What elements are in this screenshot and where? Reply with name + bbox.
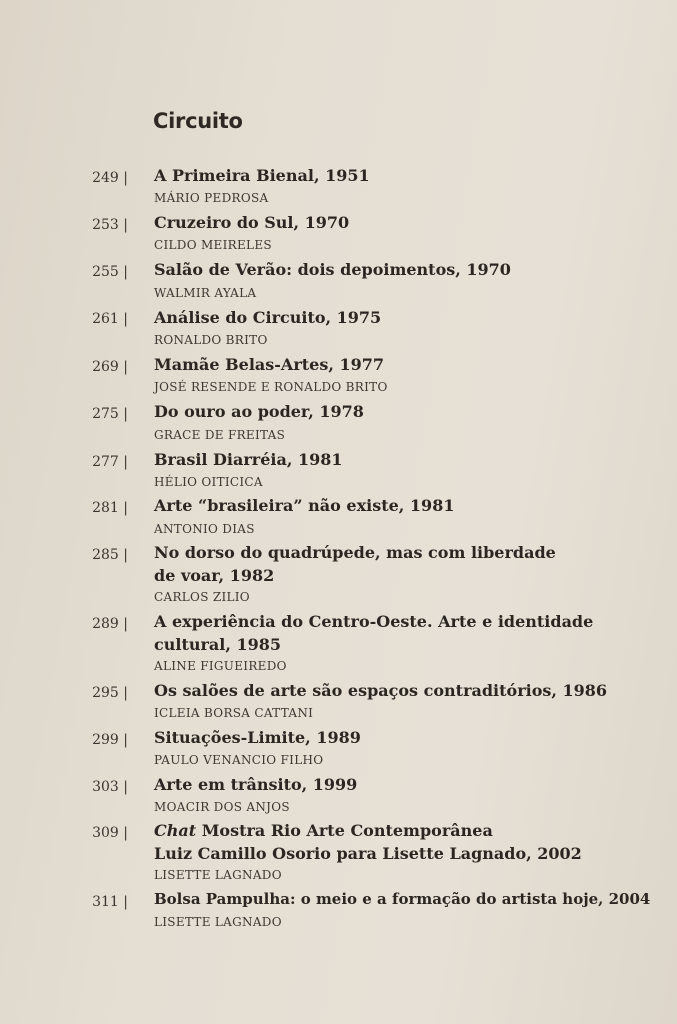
entry-title-line-1: No dorso do quadrúpede, mas com liberdade (154, 543, 556, 562)
page-number: 253 | (92, 217, 128, 233)
entry-author: PAULO VENANCIO FILHO (154, 753, 324, 767)
entry-title: Arte em trânsito, 1999 (154, 775, 358, 794)
entry-title: Mamãe Belas-Artes, 1977 (154, 355, 385, 374)
page-number: 309 | (92, 825, 128, 841)
entry-author: LISETTE LAGNADO (154, 915, 282, 929)
entry-title: Do ouro ao poder, 1978 (154, 402, 364, 421)
entry-title: A Primeira Bienal, 1951 (154, 166, 370, 185)
page-number: 277 | (92, 454, 128, 470)
entry-author: RONALDO BRITO (154, 333, 268, 347)
entry-author: GRACE DE FREITAS (154, 428, 286, 442)
entry-author: CILDO MEIRELES (154, 238, 272, 252)
page-number: 303 | (92, 779, 128, 795)
page-number: 289 | (92, 616, 128, 632)
page-number: 275 | (92, 406, 128, 422)
entry-author: WALMIR AYALA (154, 286, 257, 300)
entry-title-line-1: A experiência do Centro-Oeste. Arte e identidade (154, 612, 594, 631)
page-number: 281 | (92, 500, 128, 516)
entry-title: Arte “brasileira” não existe, 1981 (154, 496, 455, 515)
entry-title: Análise do Circuito, 1975 (154, 308, 382, 327)
page-number: 255 | (92, 264, 128, 280)
entry-title-line-2: Luiz Camillo Osorio para Lisette Lagnado, 2002 (154, 844, 582, 863)
entry-author: HÉLIO OITICICA (154, 475, 263, 489)
page-number: 269 | (92, 359, 128, 375)
page-number: 299 | (92, 732, 128, 748)
entry-title: Os salões de arte são espaços contraditórios, 1986 (154, 681, 608, 700)
page-number: 311 | (92, 894, 128, 910)
entry-title-line-2: cultural, 1985 (154, 635, 282, 654)
entry-author: LISETTE LAGNADO (154, 868, 282, 882)
entry-title: Cruzeiro do Sul, 1970 (154, 213, 350, 232)
entry-title: Situações-Limite, 1989 (154, 728, 361, 747)
entry-author: ANTONIO DIAS (154, 522, 255, 536)
entry-author: MÁRIO PEDROSA (154, 191, 269, 205)
entry-author: JOSÉ RESENDE E RONALDO BRITO (154, 380, 388, 394)
entry-author: ICLEIA BORSA CATTANI (154, 706, 314, 720)
page-number: 285 | (92, 547, 128, 563)
entry-author: MOACIR DOS ANJOS (154, 800, 290, 814)
entry-title-italic: Chat (154, 821, 197, 840)
section-title: Circuito (153, 109, 243, 133)
entry-title-line-1 (154, 819, 493, 842)
entry-title: Salão de Verão: dois depoimentos, 1970 (154, 260, 511, 279)
entry-title-rest: Mostra Rio Arte Contemporânea (196, 821, 493, 840)
entry-title: Bolsa Pampulha: o meio e a formação do artista hoje, 2004 (154, 890, 651, 908)
entry-author: ALINE FIGUEIREDO (154, 659, 287, 673)
entry-title: Brasil Diarréia, 1981 (154, 450, 343, 469)
page-number: 295 | (92, 685, 128, 701)
page-number: 249 | (92, 170, 128, 186)
entry-title-line-2: de voar, 1982 (154, 566, 275, 585)
page-number: 261 | (92, 311, 128, 327)
entry-author: CARLOS ZILIO (154, 590, 250, 604)
